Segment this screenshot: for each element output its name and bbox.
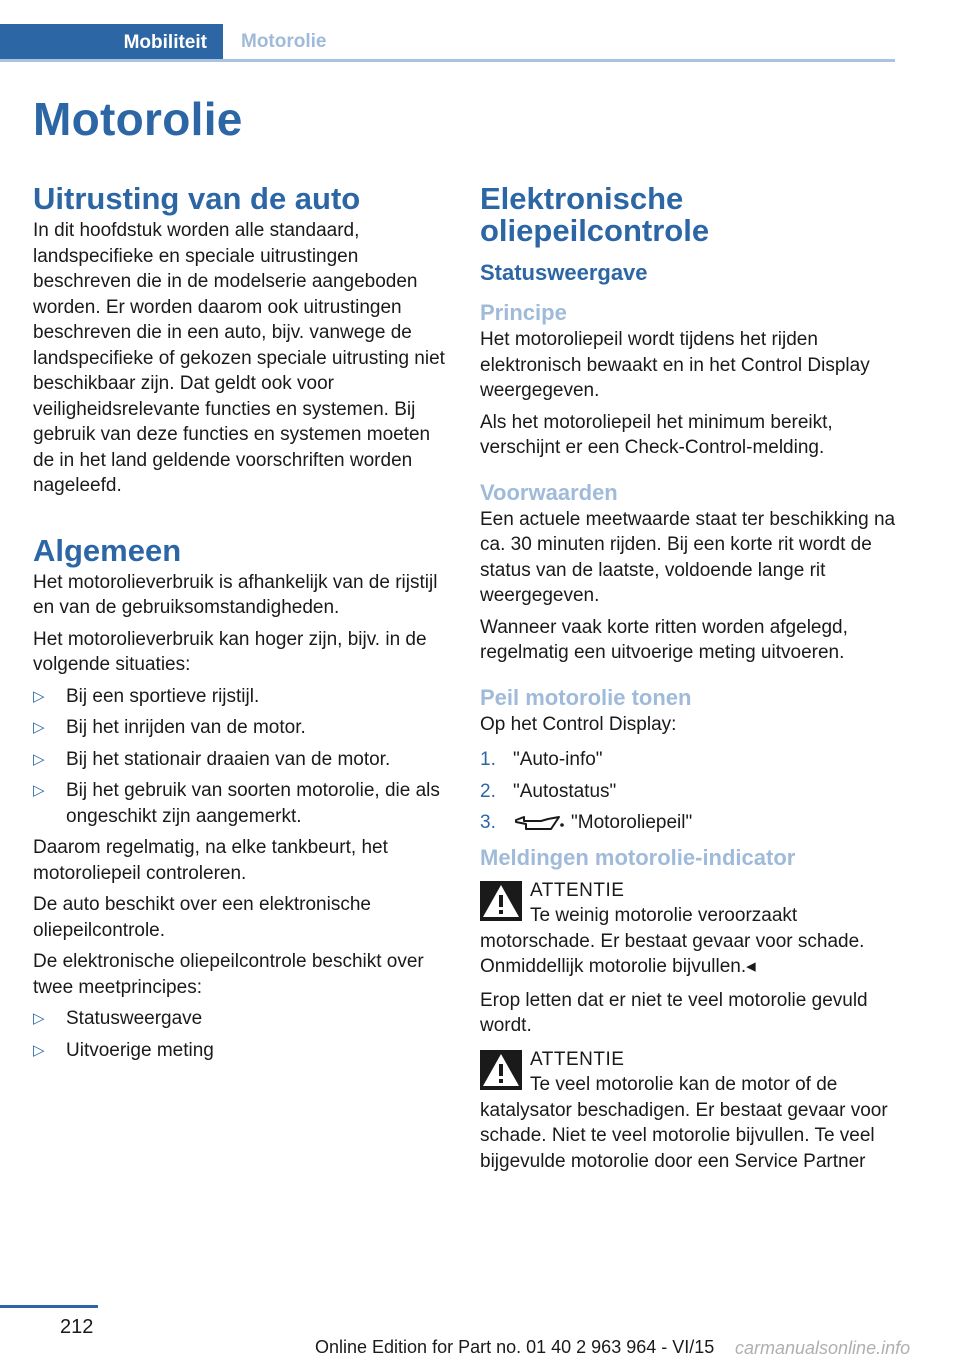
triangle-bullet-icon: ▷ <box>33 1010 45 1027</box>
list-item <box>33 715 451 741</box>
heading-principe: Principe <box>480 300 567 325</box>
step-number: 2. <box>480 780 496 802</box>
list-item <box>33 1006 451 1032</box>
paragraph: De auto beschikt over een elektronische oliepeilcontrole. <box>33 894 371 941</box>
situation-list <box>33 684 451 830</box>
header-section-tab[interactable]: Mobiliteit <box>0 24 223 62</box>
list-item-text: Uitvoerige meting <box>66 1039 214 1061</box>
step-text: "Autostatus" <box>513 780 617 802</box>
watermark: carmanualsonline.info <box>735 1338 911 1358</box>
paragraph: Daarom regelmatig, na elke tankbeurt, het motoroliepeil controleren. <box>33 837 388 884</box>
step-text: "Motoroliepeil" <box>571 812 693 833</box>
paragraph: Een actuele meetwaarde staat ter beschikking na ca. 30 minuten rijden. Bij een korte rit wordt de status van de laatste, voldoende lange rit weergegeven. <box>480 508 896 606</box>
step-text: "Auto-info" <box>513 749 603 770</box>
triangle-bullet-icon: ▷ <box>33 750 45 768</box>
warning-title: ATTENTIE <box>530 1048 625 1070</box>
step-number: 3. <box>480 812 496 833</box>
heading-uitrusting: Uitrusting van de auto <box>33 181 361 216</box>
right-column <box>480 183 898 1182</box>
list-item-text: Statusweergave <box>66 1008 203 1029</box>
heading-statusweergave: Statusweergave <box>480 260 648 285</box>
triangle-bullet-icon: ▷ <box>33 1041 45 1059</box>
triangle-bullet-icon: ▷ <box>33 687 45 705</box>
list-item <box>33 778 451 829</box>
oil-can-icon <box>513 814 565 832</box>
triangle-bullet-icon: ▷ <box>33 719 45 736</box>
paragraph: Op het Control Display: <box>480 713 677 735</box>
warning-triangle-icon <box>480 1050 522 1090</box>
principle-list <box>33 1006 451 1063</box>
triangle-bullet-icon: ▷ <box>33 782 45 799</box>
list-item <box>33 1038 451 1064</box>
heading-meldingen: Meldingen motorolie-indicator <box>480 844 796 870</box>
paragraph: De elektronische oliepeilcontrole beschikt over twee meetprincipes: <box>33 951 424 998</box>
warning-text: Te weinig motorolie veroorzaakt motorschade. Er bestaat gevaar voor schade. Onmiddellijk motorolie bijvullen. <box>480 905 865 977</box>
list-item-text: Bij een sportieve rijstijl. <box>66 685 260 707</box>
warning-text: Te veel motorolie kan de motor of de katalysator beschadigen. Er bestaat gevaar voor schade. Niet te veel motorolie bijvullen. Te veel bijgevulde motorolie door een Service Partner <box>480 1074 888 1172</box>
heading-elektronische-oliepeilcontrole: Elektronische oliepeilcontrole <box>480 181 710 248</box>
paragraph: In dit hoofdstuk worden alle standaard, landspecifieke en speciale uitrustingen beschreven die in de modelserie aangeboden worden. Er worden daarom ook uitrustingen beschreven die in een auto, bijv. vanwege de landspecifieke of gekozen speciale uitrusting niet beschikbaar zijn. Dat geldt ook voor veiligheidsrelevante functies en systemen. Bij gebruik van deze functies en systemen moeten de in het land geldende voorschriften worden nageleefd. <box>33 220 445 496</box>
steps-list <box>480 747 898 836</box>
list-item <box>33 747 451 773</box>
paragraph: Wanneer vaak korte ritten worden afgelegd, regelmatig een uitvoerige meting uitvoeren. <box>480 616 848 663</box>
paragraph: Als het motoroliepeil het minimum bereikt, verschijnt er een Check-Control-melding. <box>480 411 833 458</box>
warning-block <box>480 878 898 980</box>
header-subsection-tab[interactable]: Motorolie <box>241 31 327 52</box>
list-item <box>480 810 898 836</box>
heading-algemeen: Algemeen <box>33 532 182 568</box>
end-mark: ◂ <box>746 956 756 977</box>
list-item-text: Bij het gebruik van soorten motorolie, die als ongeschikt zijn aangemerkt. <box>66 780 440 827</box>
step-number: 1. <box>480 749 496 770</box>
header-rule <box>0 59 895 62</box>
left-column <box>33 183 451 1069</box>
warning-triangle-icon <box>480 881 522 921</box>
page-header <box>0 24 895 62</box>
warning-title: ATTENTIE <box>530 879 625 901</box>
page-number: 212 <box>60 1316 94 1338</box>
list-item-text: Bij het inrijden van de motor. <box>66 717 306 738</box>
list-item <box>33 684 451 710</box>
paragraph: Erop letten dat er niet te veel motorolie gevuld wordt. <box>480 989 868 1036</box>
paragraph: Het motorolieverbruik is afhankelijk van de rijstijl en van de gebruiksomstandigheden. <box>33 571 438 618</box>
warning-block <box>480 1047 898 1175</box>
footer-rule <box>0 1305 98 1308</box>
list-item <box>480 779 898 805</box>
footer-edition: Online Edition for Part no. 01 40 2 963 964 - VI/15 <box>315 1337 715 1357</box>
paragraph: Het motorolieverbruik kan hoger zijn, bijv. in de volgende situaties: <box>33 628 427 675</box>
list-item-text: Bij het stationair draaien van de motor. <box>66 748 391 770</box>
heading-voorwaarden: Voorwaarden <box>480 479 618 505</box>
page-title: Motorolie <box>33 93 243 145</box>
list-item <box>480 747 898 773</box>
heading-peil-motorolie-tonen: Peil motorolie tonen <box>480 684 692 710</box>
paragraph: Het motoroliepeil wordt tijdens het rijden elektronisch bewaakt en in het Control Display weergegeven. <box>480 329 870 401</box>
